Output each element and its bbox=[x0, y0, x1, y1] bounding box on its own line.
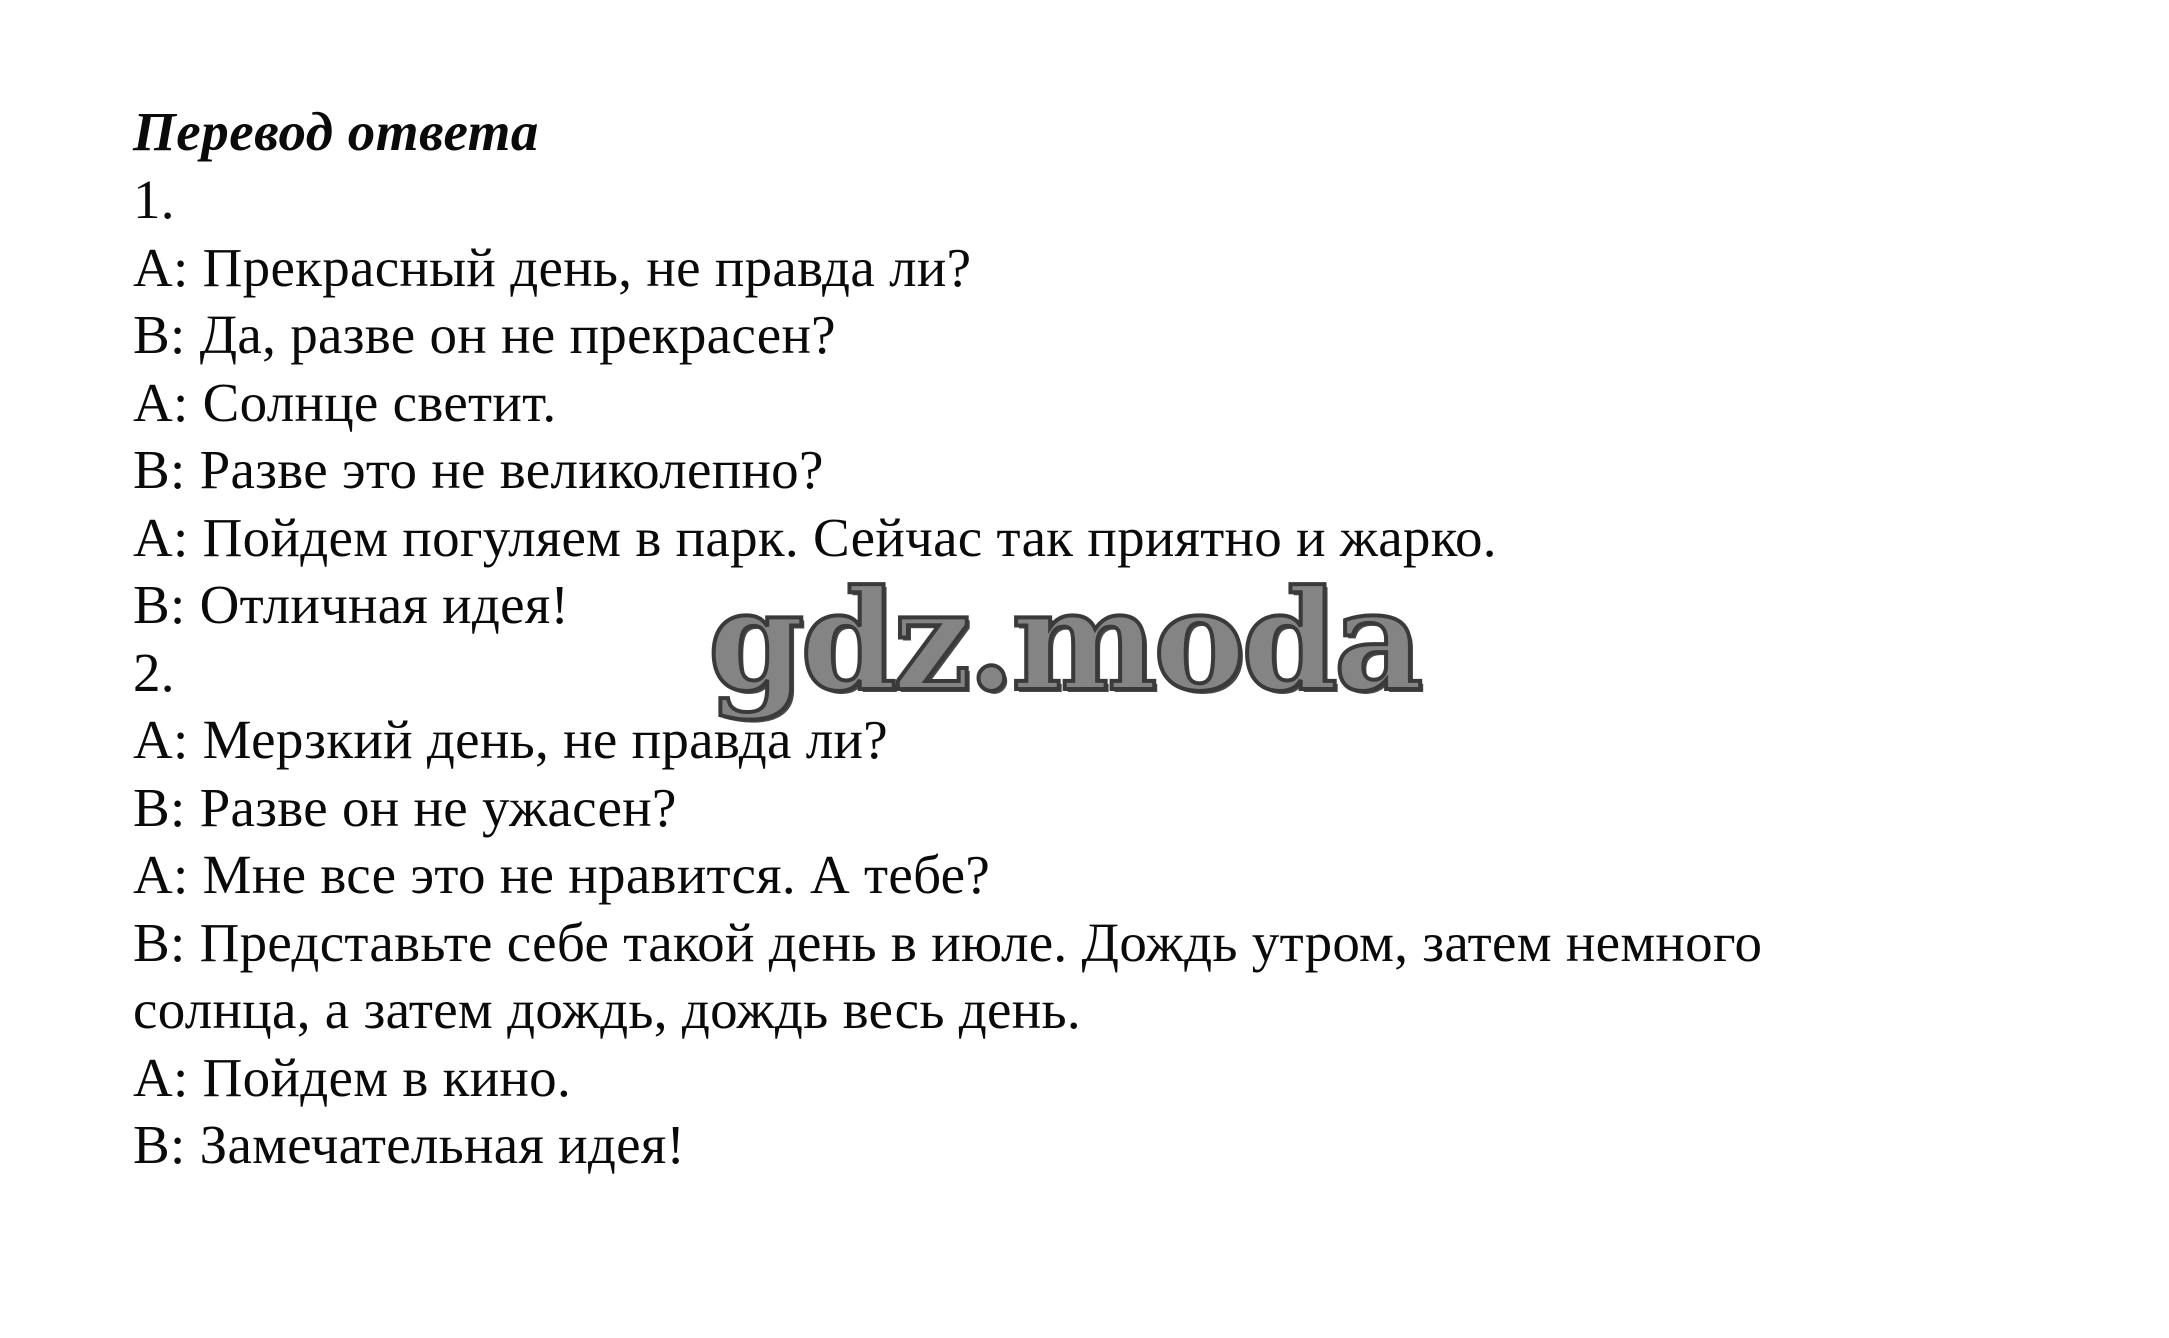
dialogue-line: B: Разве он не ужасен? bbox=[133, 776, 677, 838]
section-number-2: 2. bbox=[133, 641, 175, 703]
dialogue-line: B: Отличная идея! bbox=[133, 574, 570, 635]
dialogue-line: A: Прекрасный день, не правда ли? bbox=[133, 236, 972, 298]
dialogue-line: B: Замечательная идея! bbox=[133, 1114, 686, 1175]
watermark-logo: gdz.moda bbox=[708, 559, 1420, 722]
dialogue-line: A: Мерзкий день, не правда ли? bbox=[133, 709, 888, 770]
dialogue-line: A: Пойдем погуляем в парк. Сейчас так приятно и жарко. bbox=[133, 506, 1497, 568]
document-title: Перевод ответа bbox=[133, 101, 539, 162]
dialogue-line: B: Да, разве он не прекрасен? bbox=[133, 304, 836, 365]
dialogue-line: B: Представьте себе такой день в июле. Дождь утром, затем немного bbox=[133, 911, 1763, 973]
dialogue-line-continuation: солнца, а затем дождь, дождь весь день. bbox=[133, 979, 1081, 1040]
dialogue-line: B: Разве это не великолепно? bbox=[133, 439, 824, 500]
dialogue-line: A: Пойдем в кино. bbox=[133, 1046, 572, 1108]
dialogue-line: A: Солнце светит. bbox=[133, 371, 557, 433]
dialogue-line: A: Мне все это не нравится. А тебе? bbox=[133, 844, 991, 905]
section-number-1: 1. bbox=[133, 169, 175, 230]
